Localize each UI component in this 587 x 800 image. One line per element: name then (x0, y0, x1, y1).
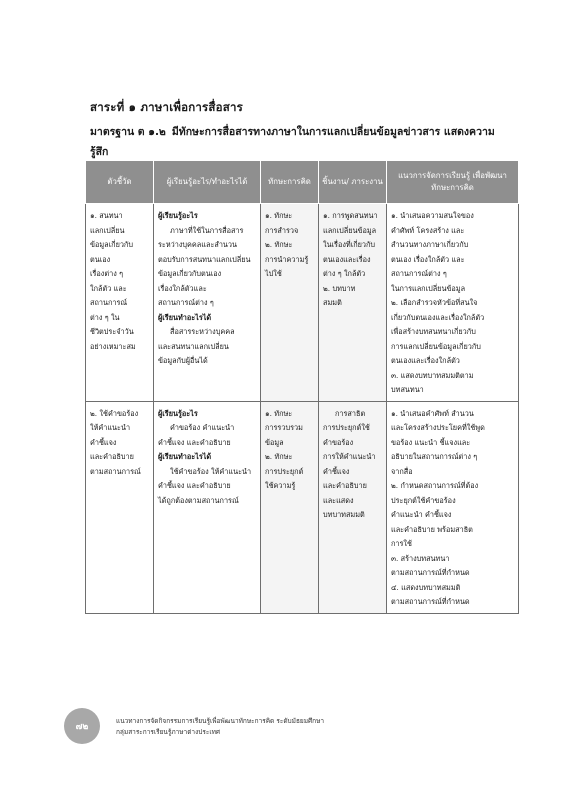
cell-text-line: ตามสถานการณ์ที่กำหนด (391, 568, 470, 577)
strand-title: สาระที่ ๑ ภาษาเพื่อการสื่อสาร (90, 100, 243, 114)
footer-line-1: แนวทางการจัดกิจกรรมการเรียนรู้เพื่อพัฒนาทักษะการคิด ระดับมัธยมศึกษา (116, 717, 325, 725)
cell-text-line: ต่าง ๆ ใน (90, 312, 120, 322)
cell-text-line: ๑. นำเสนอคำศัพท์ สำนวน (391, 408, 474, 418)
cell-text-line: การประยุกต์ใช้ (323, 423, 370, 432)
cell-text-line: ๒. ทักษะ (265, 452, 293, 461)
cell-text-line: คำขอร้อง (323, 437, 354, 447)
cell-tasks (319, 401, 387, 613)
cell-text-line: ประยุกต์ใช้คำขอร้อง (391, 495, 456, 505)
cell-activities (387, 401, 519, 613)
cell-text-line: อย่างเหมาะสม (90, 341, 136, 351)
cell-text-line: ๒. บทบาท (323, 283, 356, 293)
cell-indicator (86, 401, 154, 613)
cell-text-line: เกี่ยวกับตนเองและเรื่องใกล้ตัว (391, 312, 485, 322)
cell-text-line: แลกเปลี่ยนข้อมูล (323, 225, 377, 235)
learning-table (85, 160, 519, 614)
cell-text-line: ตนเองและเรื่องใกล้ตัว (391, 356, 460, 365)
header-learning: ผู้เรียนรู้อะไร/ทำอะไรได้ (154, 161, 261, 204)
cell-text-line: ผู้เรียนรู้อะไร (158, 211, 198, 220)
header-tasks: ชิ้นงาน/ ภาระงาน (319, 161, 387, 204)
cell-text-line: ๒. กำหนดสถานการณ์ที่ต้อง (391, 481, 479, 490)
cell-text-line: บทสนทนา (391, 385, 424, 394)
cell-text-line: ๒. ทักษะ (265, 240, 293, 249)
standard-code: มาตรฐาน ต ๑.๒ (90, 126, 166, 138)
cell-text-line: คำศัพท์ โครงสร้าง และ (391, 225, 465, 235)
cell-text-line: และโครงสร้างประโยคที่ใช้พูด (391, 423, 485, 432)
table-header-row (86, 161, 519, 204)
cell-text-line: สถานการณ์ต่าง ๆ (391, 269, 447, 278)
cell-text-line: แลกเปลี่ยน (90, 225, 125, 235)
cell-text-line: ๑. ทักษะ (265, 211, 293, 220)
cell-text-line: ๑. นำเสนอความสนใจของ (391, 211, 474, 220)
cell-text-line: การใช้ (391, 539, 412, 548)
cell-text-line: ๑. ทักษะ (265, 408, 293, 418)
cell-text-line: คำแนะนำ คำชี้แจง (391, 510, 452, 519)
cell-text-line: ผู้เรียนทำอะไรได้ (158, 452, 212, 461)
cell-text-line: ตนเอง (90, 254, 111, 264)
cell-text-line: คำชี้แจง และคำอธิบาย (158, 437, 231, 447)
cell-activities (387, 204, 519, 402)
cell-text-line: การแลกเปลี่ยนข้อมูลเกี่ยวกับ (391, 341, 481, 351)
cell-text-line: สื่อสารระหว่างบุคคล (170, 327, 235, 336)
cell-text-line: ชีวิตประจำวัน (90, 327, 134, 336)
cell-text-line: เพื่อสร้างบทสนทนาเกี่ยวกับ (391, 327, 476, 336)
footer-line-2: กลุ่มสาระการเรียนรู้ภาษาต่างประเทศ (116, 728, 220, 736)
header-activities: แนวการจัดการเรียนรู้ เพื่อพัฒนาทักษะการคิด (387, 161, 519, 204)
cell-text-line: สมมติ (323, 298, 342, 307)
cell-text-line: สถานการณ์ (90, 298, 128, 307)
cell-text-line: คำชี้แจง (90, 437, 117, 447)
cell-thinking-skills (261, 204, 319, 402)
cell-text-line: ใช้ความรู้ (265, 481, 296, 490)
cell-text-line: ในการแลกเปลี่ยนข้อมูล (391, 283, 466, 293)
cell-text-line: จากสื่อ (391, 466, 413, 476)
cell-tasks (319, 204, 387, 402)
cell-text-line: ได้ถูกต้องตามสถานการณ์ (158, 495, 239, 505)
cell-text-line: การนำความรู้ (265, 254, 309, 264)
cell-text-line: ใช้คำขอร้อง ให้คำแนะนำ (170, 466, 252, 476)
cell-learning (154, 401, 261, 613)
cell-text-line: และคำอธิบาย พร้อมสาธิต (391, 524, 473, 534)
cell-text-line: ไปใช้ (265, 269, 282, 278)
footer-text (116, 716, 324, 738)
cell-text-line: และแสดง (323, 495, 354, 505)
cell-text-line: และคำอธิบาย (323, 481, 367, 490)
cell-text-line: เรื่องต่าง ๆ (90, 269, 123, 278)
cell-text-line: และคำอธิบาย (90, 452, 134, 461)
cell-indicator (86, 204, 154, 402)
table-row (86, 401, 519, 613)
header-thinking-skills: ทักษะการคิด (261, 161, 319, 204)
cell-text-line: ภาษาที่ใช้ในการสื่อสาร (170, 225, 244, 235)
cell-text-line: คำชี้แจง และคำอธิบาย (158, 481, 231, 490)
cell-text-line: ตอบรับการสนทนาแลกเปลี่ยน (158, 254, 251, 264)
cell-text-line: ตามสถานการณ์ (90, 466, 141, 476)
cell-text-line: อธิบายในสถานการณ์ต่าง ๆ (391, 452, 478, 461)
cell-text-line: ผู้เรียนทำอะไรได้ (158, 312, 212, 322)
cell-text-line: ๒. ใช้คำขอร้อง (90, 408, 139, 418)
cell-text-line: ระหว่างบุคคลและสำนวน (158, 240, 237, 249)
cell-text-line: ข้อมูล (265, 437, 284, 447)
cell-text-line: ๓. สร้างบทสนทนา (391, 553, 450, 563)
cell-text-line: สำนวนทางภาษาเกี่ยวกับ (391, 240, 469, 249)
cell-text-line: ข้อมูลกับผู้อื่นได้ (158, 356, 208, 365)
cell-text-line: ข้อมูลเกี่ยวกับตนเอง (158, 269, 222, 278)
cell-text-line: เรื่องใกล้ตัวและ (158, 283, 207, 293)
cell-text-line: ในเรื่องที่เกี่ยวกับ (323, 240, 376, 249)
cell-text-line: ตนเองและเรื่อง (323, 254, 371, 264)
cell-text-line: ๔. แสดงบทบาทสมมติ (391, 582, 461, 592)
cell-text-line: สถานการณ์ต่าง ๆ (158, 298, 214, 307)
cell-learning (154, 204, 261, 402)
standard-text-line-1: มีทักษะการสื่อสารทางภาษาในการแลกเปลี่ยนข้อมูลข่าวสาร แสดงความรู้สึก (90, 126, 495, 158)
cell-text-line: ๑. การพูดสนทนา (323, 211, 378, 220)
cell-text-line: ข้อมูลเกี่ยวกับ (90, 240, 133, 249)
cell-text-line: ๒. เลือกสำรวจหัวข้อที่สนใจ (391, 298, 478, 307)
cell-text-line: ตนเอง เรื่องใกล้ตัว และ (391, 254, 465, 264)
cell-text-line: ตามสถานการณ์ที่กำหนด (391, 597, 470, 606)
cell-text-line: ใกล้ตัว และ (90, 283, 127, 293)
cell-text-line: และสนทนาแลกเปลี่ยน (158, 341, 229, 351)
cell-text-line: คำชี้แจง (323, 466, 350, 476)
cell-text-line: การสำรวจ (265, 225, 299, 235)
cell-text-line: ขอร้อง แนะนำ ชี้แจงและ (391, 437, 471, 447)
cell-text-line: ผู้เรียนรู้อะไร (158, 408, 198, 418)
cell-text-line: ๓. แสดงบทบาทสมมติตาม (391, 370, 474, 380)
table-row (86, 204, 519, 402)
cell-text-line: ต่าง ๆ ใกล้ตัว (323, 269, 366, 278)
cell-thinking-skills (261, 401, 319, 613)
cell-text-line: การรวบรวม (265, 423, 303, 432)
header-indicator: ตัวชี้วัด (86, 161, 154, 204)
cell-text-line: การประยุกต์ (265, 466, 304, 476)
cell-text-line: บทบาทสมมติ (323, 510, 365, 519)
cell-text-line: การสาธิต (335, 408, 366, 418)
cell-text-line: คำขอร้อง คำแนะนำ (170, 423, 235, 432)
cell-text-line: การให้คำแนะนำ (323, 452, 376, 461)
cell-text-line: ๑. สนทนา (90, 211, 123, 220)
cell-text-line: ให้คำแนะนำ (90, 423, 131, 432)
page-number-badge: ๗๒ (64, 708, 100, 744)
